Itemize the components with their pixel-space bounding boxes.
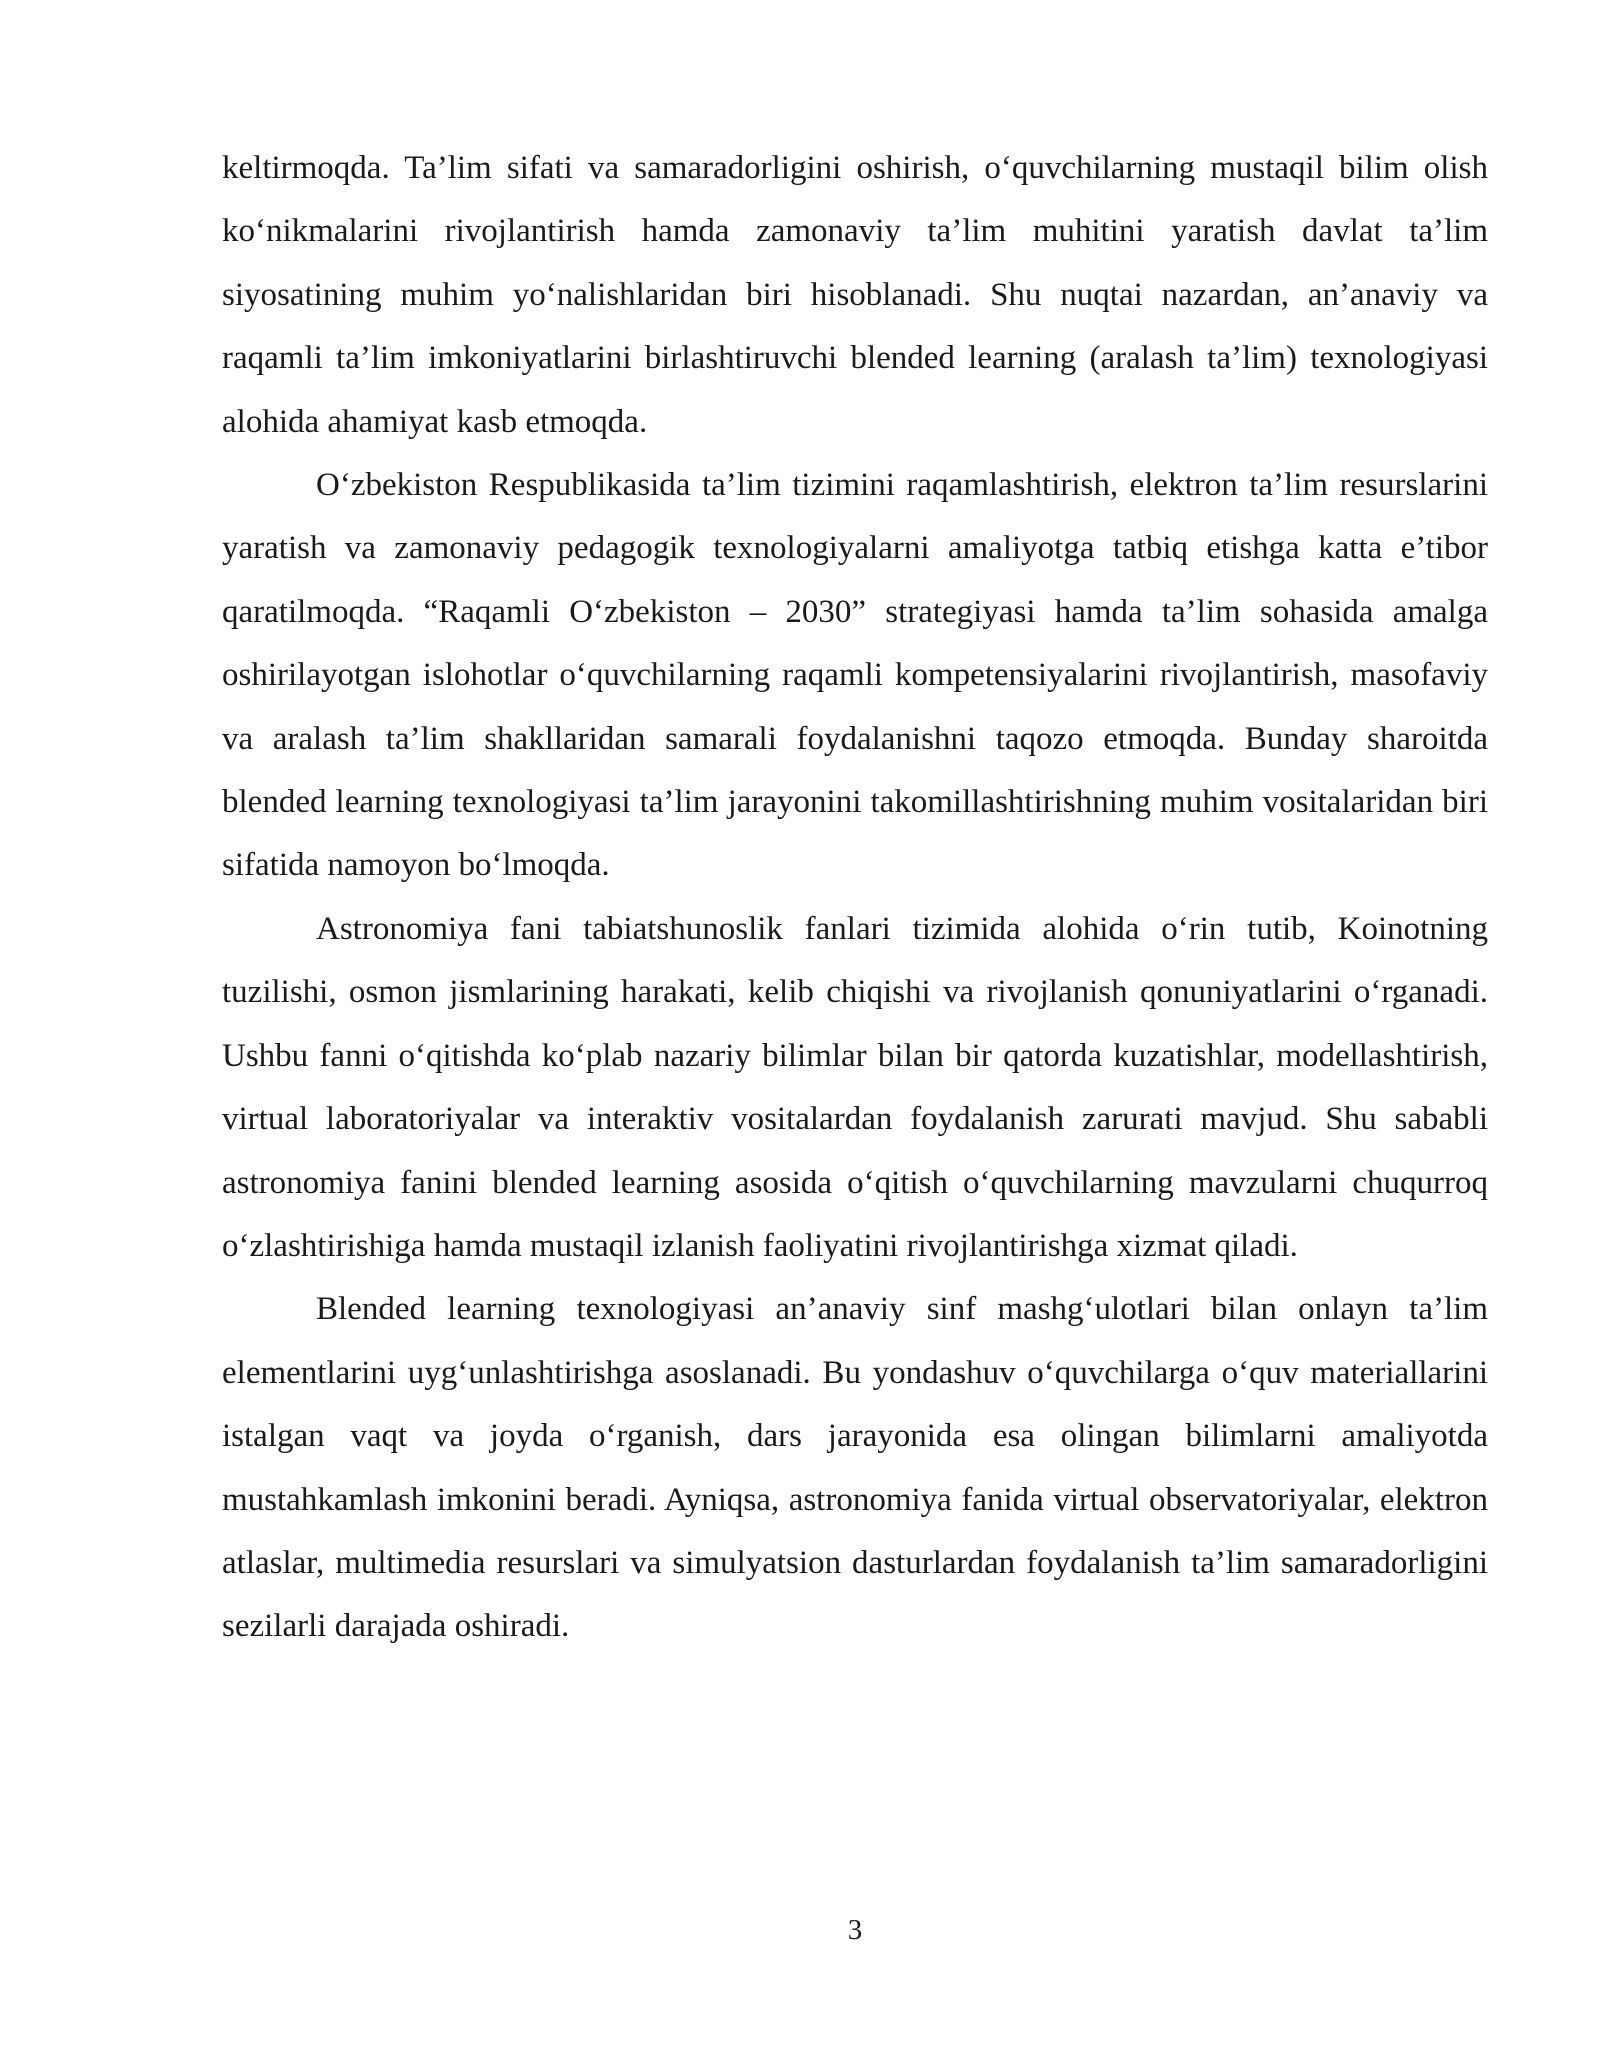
paragraph-1: keltirmoqda. Ta’lim sifati va samaradorligini oshirish, o‘quvchilarning mustaqil bilim olish ko‘nikmalarini rivojlantirish hamda zamonaviy ta’lim muhitini yaratish davlat ta’lim siyosatining muhim yo‘nalishlaridan biri hisoblanadi. Shu nuqtai nazardan, an’anaviy va raqamli ta’lim imkoniyatlarini birlashtiruvchi blended learning (aralash ta’lim) texnologiyasi alohida ahamiyat kasb etmoqda. <box>222 150 1488 440</box>
paragraph-3: Astronomiya fani tabiatshunoslik fanlari tizimida alohida o‘rin tutib, Koinotning tuzilishi, osmon jismlarining harakati, kelib chiqishi va rivojlanish qonuniyatlarini o‘rganadi. Ushbu fanni o‘qitishda ko‘plab nazariy bilimlar bilan bir qatorda kuzatishlar, modellashtirish, virtual laboratoriyalar va interaktiv vositalardan foydalanish zarurati mavjud. Shu sababli astronomiya fanini blended learning asosida o‘qitish o‘quvchilarning mavzularni chuqurroq o‘zlashtirishiga hamda mustaqil izlanish faoliyatini rivojlantirishga xizmat qiladi. <box>222 910 1488 1264</box>
page-number: 3 <box>847 1914 863 1946</box>
paragraph-2: O‘zbekiston Respublikasida ta’lim tizimini raqamlashtirish, elektron ta’lim resurslarini yaratish va zamonaviy pedagogik texnologiyalarni amaliyotga tatbiq etishga katta e’tibor qaratilmoqda. “Raqamli O‘zbekiston – 2030” strategiyasi hamda ta’lim sohasida amalga oshirilayotgan islohotlar o‘quvchilarning raqamli kompetensiyalarini rivojlantirish, masofaviy va aralash ta’lim shakllaridan samarali foydalanishni taqozo etmoqda. Bunday sharoitda blended learning texnologiyasi ta’lim jarayonini takomillashtirishning muhim vositalaridan biri sifatida namoyon bo‘lmoqda. <box>222 467 1488 884</box>
page-body <box>222 137 1488 1659</box>
paragraph-4: Blended learning texnologiyasi an’anaviy sinf mashg‘ulotlari bilan onlayn ta’lim elementlarini uyg‘unlashtirishga asoslanadi. Bu yondashuv o‘quvchilarga o‘quv materiallarini istalgan vaqt va joyda o‘rganish, dars jarayonida esa olingan bilimlarni amaliyotda mustahkamlash imkonini beradi. Ayniqsa, astronomiya fanida virtual observatoriyalar, elektron atlaslar, multimedia resurslari va simulyatsion dasturlardan foydalanish ta’lim samaradorligini sezilarli darajada oshiradi. <box>222 1291 1488 1645</box>
